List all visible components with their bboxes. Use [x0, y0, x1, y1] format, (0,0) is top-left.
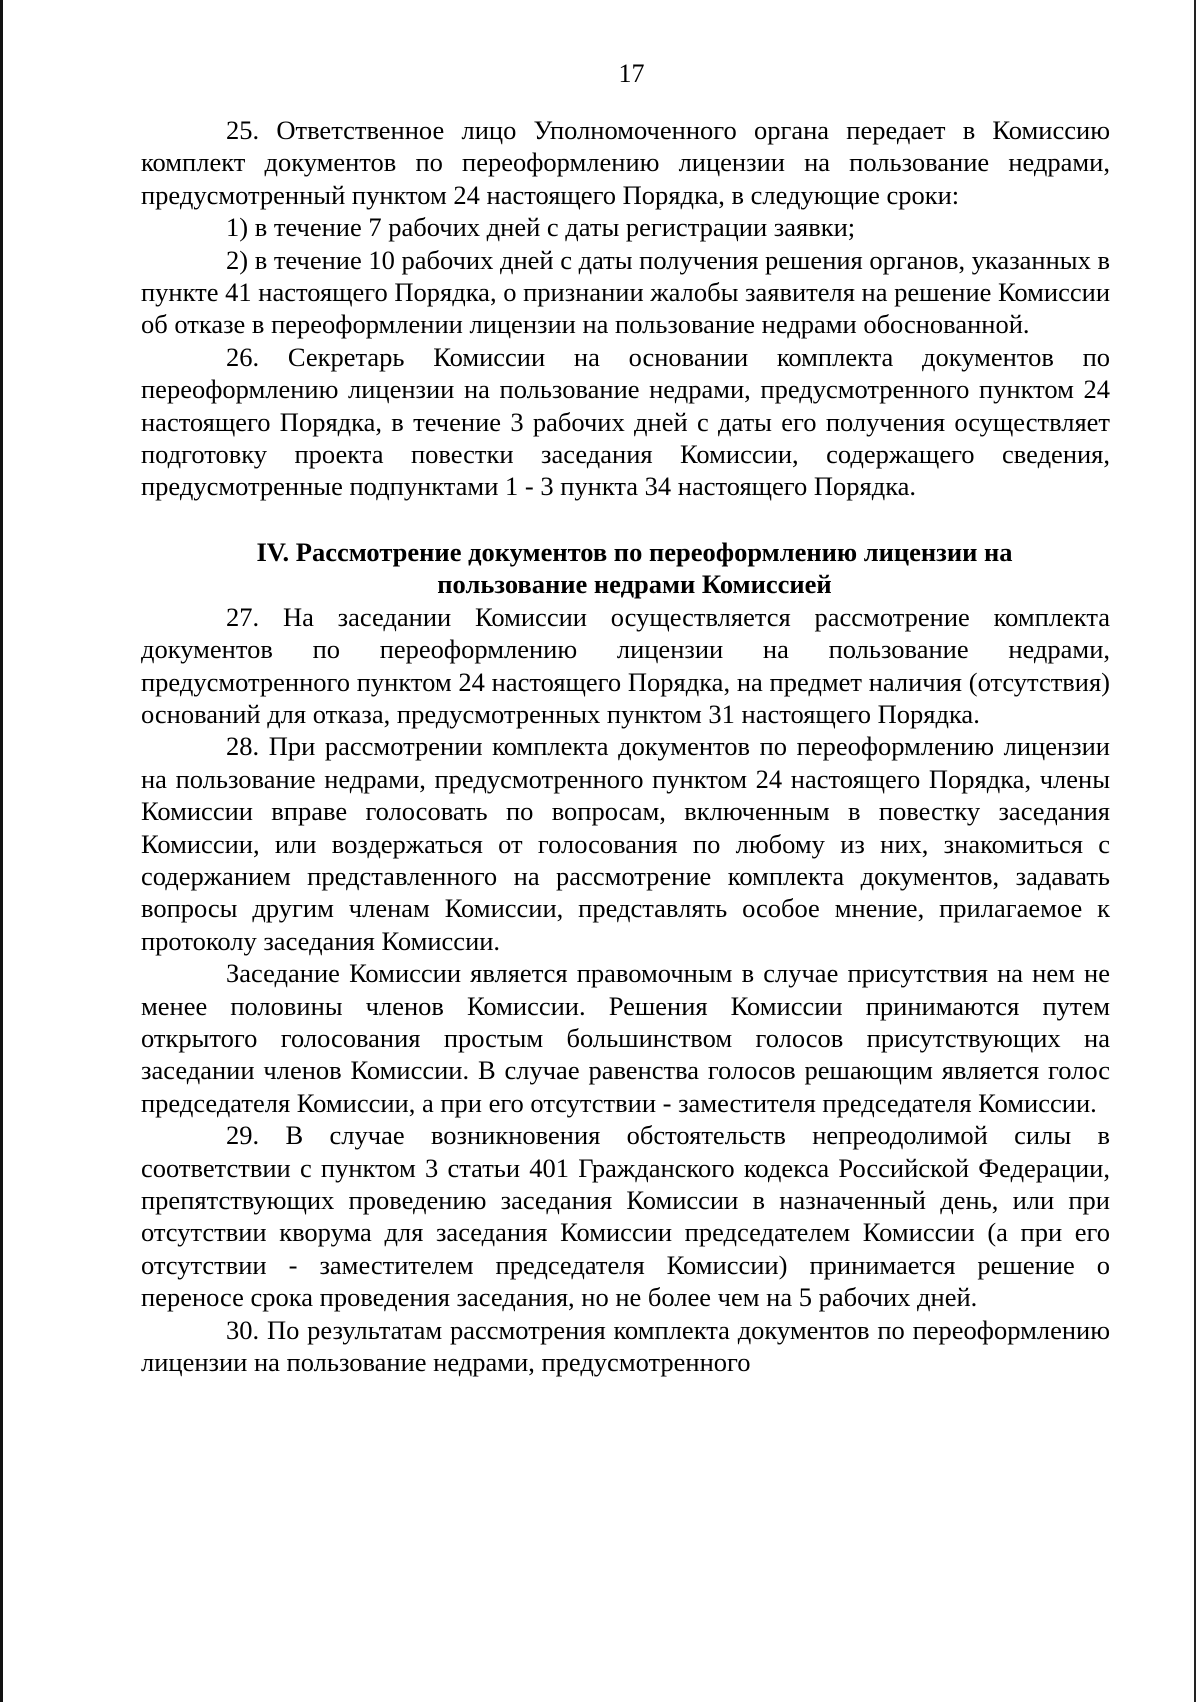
- scan-edge-left: [0, 0, 3, 1702]
- document-page: [141, 58, 1110, 1378]
- paragraph-26: 26. Секретарь Комиссии на основании комплекта документов по переоформлению лицензии на пользование недрами, предусмотренного пунктом 24 настоящего Порядка, в течение 3 рабочих дней с даты его получения осуществляет подготовку проекта повестки заседания Комиссии, содержащего сведения, предусмотренные подпунктами 1 - 3 пункта 34 настоящего Порядка.: [141, 341, 1110, 502]
- paragraph-28-quorum: Заседание Комиссии является правомочным в случае присутствия на нем не менее половины членов Комиссии. Решения Комиссии принимаются путем открытого голосования простым большинством голосов присутствующих на заседании членов Комиссии. В случае равенства голосов решающим является голос председателя Комиссии, а при его отсутствии - заместителя председателя Комиссии.: [141, 958, 1110, 1118]
- scan-edge-right: [1194, 0, 1196, 1702]
- section-heading-line-2: пользование недрами Комиссией: [437, 569, 832, 600]
- paragraph-29: 29. В случае возникновения обстоятельств непреодолимой силы в соответствии с пунктом 3 статьи 401 Гражданского кодекса Российской Федерации, препятствующих проведению заседания Комиссии в назначенный день, или при отсутствии кворума для заседания Комиссии председателем Комиссии (а при его отсутствии - заместителем председателя Комиссии) принимается решение о переносе срока проведения заседания, но не более чем на 5 рабочих дней.: [141, 1120, 1110, 1313]
- paragraph-28: 28. При рассмотрении комплекта документов по переоформлению лицензии на пользование недрами, предусмотренного пунктом 24 настоящего Порядка, члены Комиссии вправе голосовать по вопросам, включенным в повестку заседания Комиссии, или воздержаться от голосования по любому из них, знакомиться с содержанием представленного на рассмотрение комплекта документов, задавать вопросы другим членам Комиссии, представлять особое мнение, прилагаемое к протоколу заседания Комиссии.: [141, 731, 1110, 956]
- paragraph-25-item-2: 2) в течение 10 рабочих дней с даты получения решения органов, указанных в пункте 41 настоящего Порядка, о признании жалобы заявителя на решение Комиссии об отказе в переоформлении лицензии на пользование недрами обоснованной.: [141, 244, 1110, 340]
- page-number: 17: [618, 59, 645, 88]
- section-heading: [141, 536, 1110, 601]
- section-heading-line-1: IV. Рассмотрение документов по переоформлению лицензии на: [256, 536, 1013, 567]
- paragraph-25-item-1: 1) в течение 7 рабочих дней с даты регистрации заявки;: [226, 212, 856, 243]
- paragraph-27: 27. На заседании Комиссии осуществляется рассмотрение комплекта документов по переоформлению лицензии на пользование недрами, предусмотренного пунктом 24 настоящего Порядка, на предмет наличия (отсутствия) оснований для отказа, предусмотренных пунктом 31 настоящего Порядка.: [141, 601, 1110, 729]
- paragraph-30: 30. По результатам рассмотрения комплекта документов по переоформлению лицензии на пользование недрами, предусмотренного: [141, 1314, 1110, 1378]
- paragraph-25: 25. Ответственное лицо Уполномоченного органа передает в Комиссию комплект документов по переоформлению лицензии на пользование недрами, предусмотренный пунктом 24 настоящего Порядка, в следующие сроки:: [141, 115, 1110, 210]
